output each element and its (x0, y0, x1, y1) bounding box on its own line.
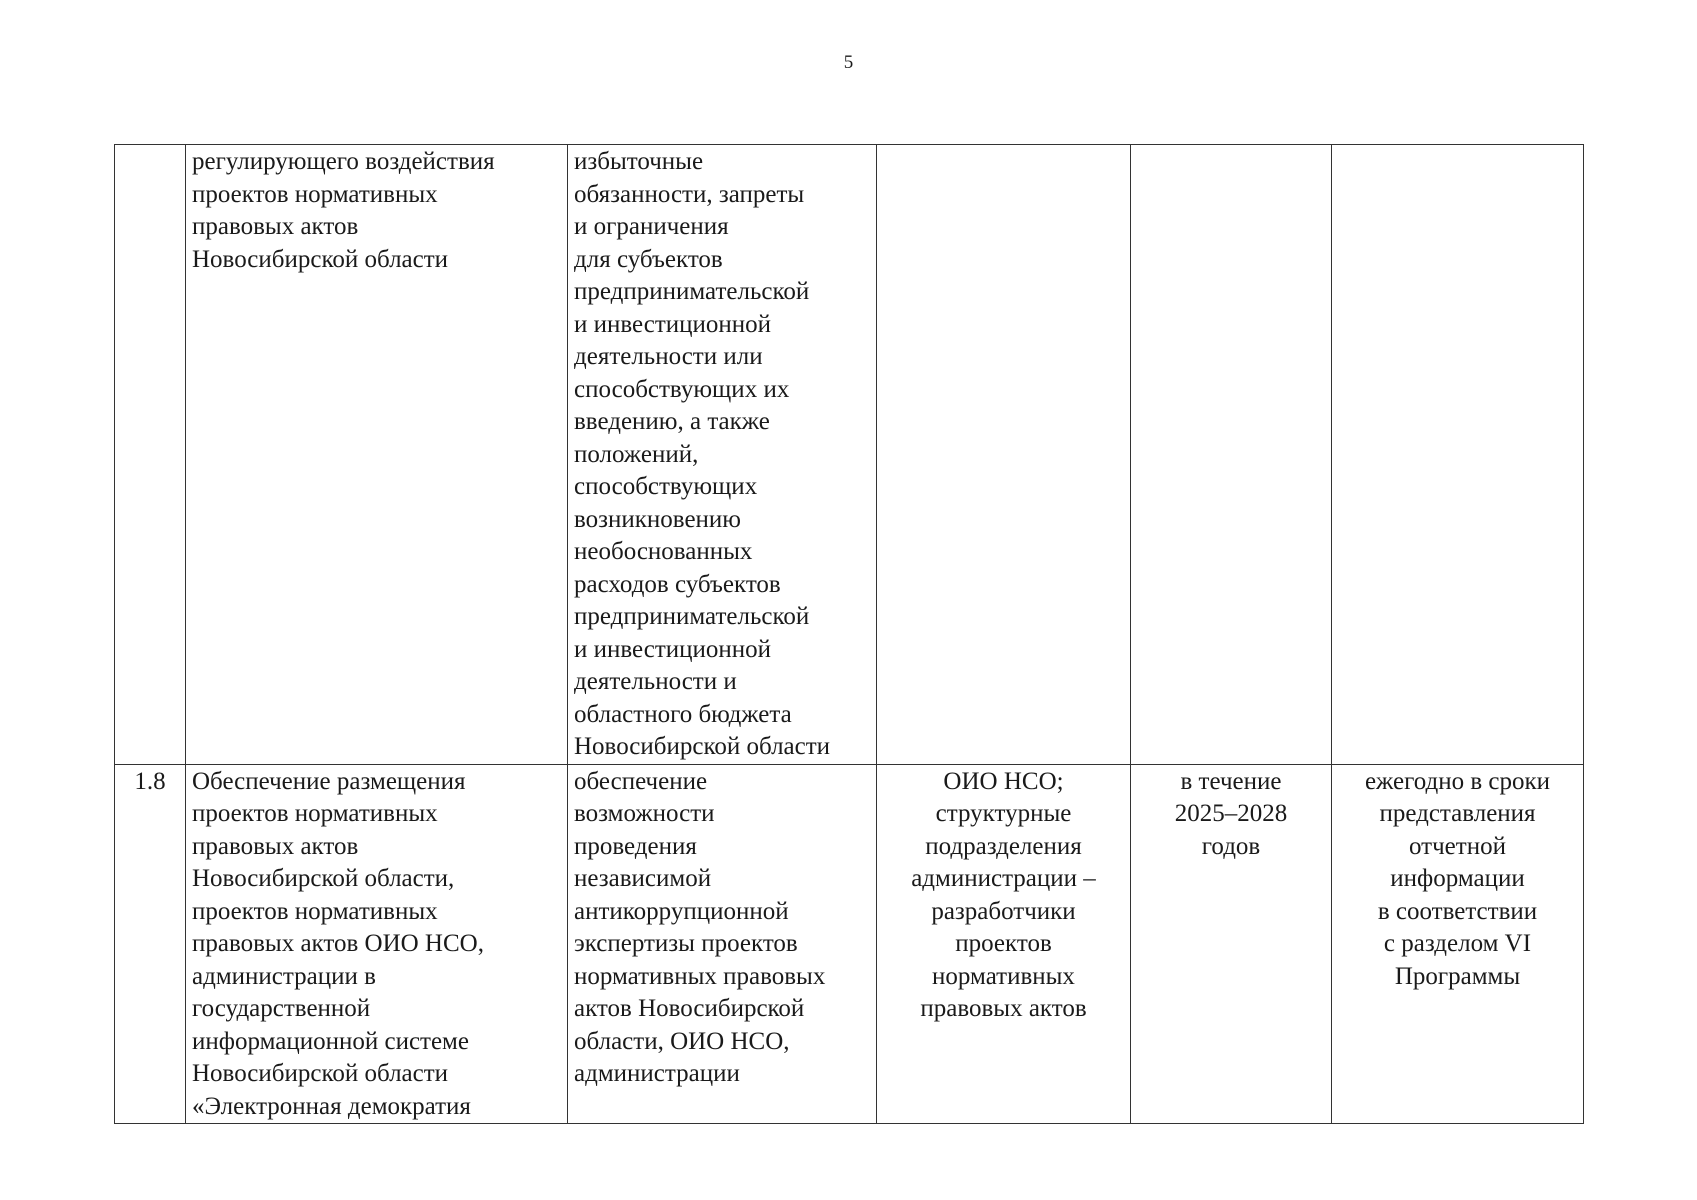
measures-table (114, 144, 1584, 1124)
responsible-cell (877, 145, 1131, 765)
report-cell: ежегодно в сроки представления отчетной информации в соответствии с разделом VI Программы (1332, 764, 1584, 1124)
measure-name-cell: регулирующего воздействия проектов нормативных правовых актов Новосибирской области (186, 145, 568, 765)
responsible-cell: ОИО НСО; структурные подразделения администрации – разработчики проектов нормативных правовых актов (877, 764, 1131, 1124)
page-number: 5 (843, 52, 854, 73)
expected-result-cell: избыточные обязанности, запреты и ограничения для субъектов предпринимательской и инвестиционной деятельности или способствующих их введению, а также положений, способствующих возникновению необоснованных расходов субъектов предпринимательской и инвестиционной деятельности и областного бюджета Новосибирской области (568, 145, 877, 765)
term-cell: в течение 2025–2028 годов (1131, 764, 1332, 1124)
term-cell (1131, 145, 1332, 765)
expected-result-cell: обеспечение возможности проведения независимой антикоррупционной экспертизы проектов нормативных правовых актов Новосибирской области, ОИО НСО, администрации (568, 764, 877, 1124)
table-row (115, 145, 1584, 765)
table-row (115, 764, 1584, 1124)
item-number-cell: 1.8 (115, 764, 186, 1124)
report-cell (1332, 145, 1584, 765)
measure-name-cell: Обеспечение размещения проектов нормативных правовых актов Новосибирской области, проектов нормативных правовых актов ОИО НСО, администрации в государственной информационной системе Новосибирской области «Электронная демократия (186, 764, 568, 1124)
item-number-cell (115, 145, 186, 765)
